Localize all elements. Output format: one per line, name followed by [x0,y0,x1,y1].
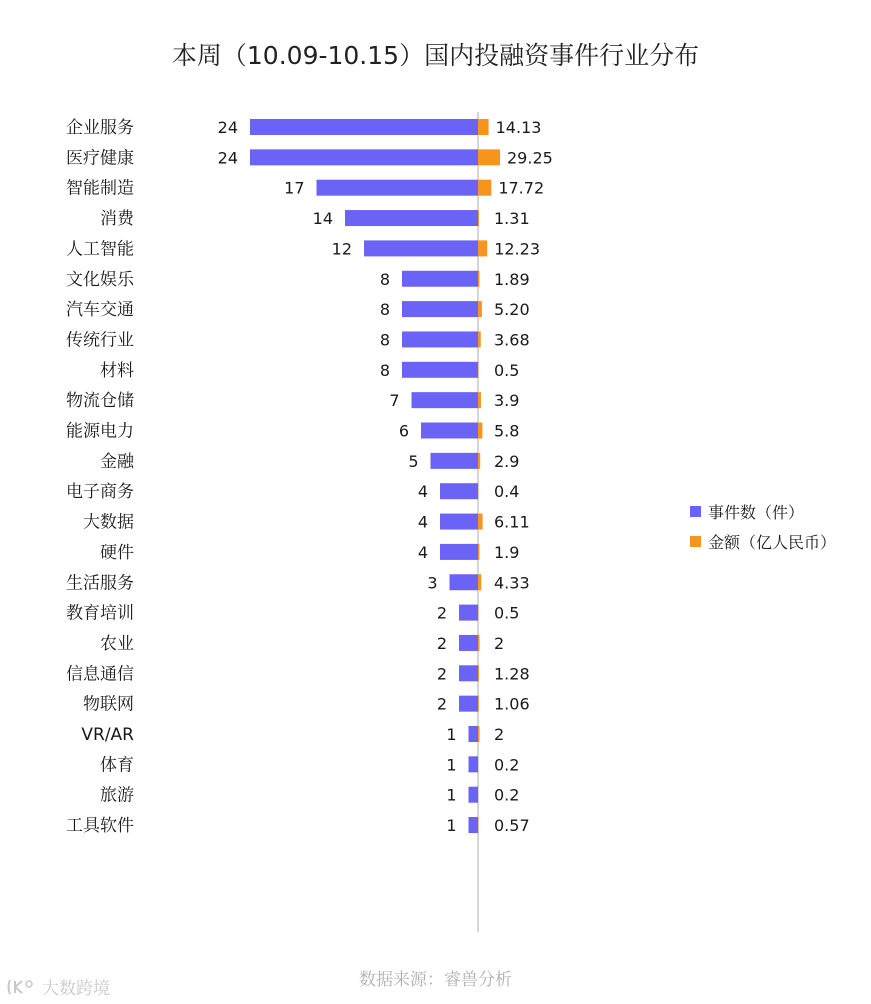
event-count-bar [412,392,479,408]
amount-bar [478,726,480,742]
amount-labels [494,118,553,835]
category-label: 金融 [100,451,134,472]
event-count-bar [250,149,478,165]
amount-bar [478,696,479,712]
amount-value: 0.2 [494,785,520,805]
event-count-value: 1 [446,816,457,836]
event-count-series [250,119,478,836]
event-count-value: 3 [427,573,438,593]
category-labels [66,118,135,836]
amount-value: 3.68 [494,330,530,350]
chart-title: 本周（10.09-10.15）国内投融资事件行业分布 [171,41,700,70]
amount-bar [478,544,479,560]
category-label: 智能制造 [66,178,134,199]
amount-value: 17.72 [498,178,545,198]
amount-value: 1.28 [494,664,530,684]
amount-value: 14.13 [495,118,542,137]
event-count-value: 4 [417,512,428,532]
watermark [6,974,110,999]
event-count-value: 17 [284,178,305,198]
event-count-value: 8 [379,330,390,350]
category-label: 大数据 [83,512,134,533]
amount-bar [478,665,479,681]
amount-value: 5.8 [494,421,520,441]
event-count-value: 24 [217,118,238,137]
category-label: 电子商务 [66,482,134,503]
amount-value: 3.9 [494,391,520,411]
category-label: 工具软件 [66,816,134,837]
event-count-value: 4 [417,542,428,562]
event-count-bar [469,756,479,772]
amount-value: 4.33 [494,573,530,593]
event-count-value: 8 [379,300,390,320]
category-label: 医疗健康 [66,148,134,169]
amount-bar [478,119,489,135]
category-label: VR/AR [81,725,134,745]
category-label: 消费 [100,209,134,230]
event-count-bar [402,271,478,287]
event-count-value: 14 [312,209,333,229]
amount-value: 0.5 [494,360,520,380]
event-count-bar [469,787,479,803]
event-count-bar [402,301,478,317]
amount-value: 12.23 [494,239,541,259]
amount-value: 2 [494,633,505,653]
legend-item-events [690,496,836,526]
category-label: 旅游 [100,785,134,806]
event-count-value: 2 [436,603,447,623]
event-count-value: 1 [446,785,457,805]
event-count-bar [431,453,479,469]
event-count-bar [402,362,478,378]
category-label: 能源电力 [66,421,134,442]
event-count-bar [317,180,479,196]
amount-bar [478,392,481,408]
amount-value: 1.9 [494,542,520,562]
category-label: 物流仓储 [66,391,134,412]
amount-value: 2.9 [494,451,520,471]
amount-value: 0.57 [494,816,530,836]
event-count-value: 7 [389,391,400,411]
amount-value: 0.5 [494,603,520,623]
event-count-bar [459,635,478,651]
event-count-value: 8 [379,360,390,380]
event-count-bar [402,331,478,347]
category-label: 农业 [100,633,134,654]
category-label: 物联网 [83,694,134,715]
event-count-bar [440,483,478,499]
event-count-value: 6 [398,421,409,441]
category-label: 企业服务 [66,118,134,138]
legend-swatch-events [690,506,701,517]
event-count-bar [364,240,478,256]
amount-bar [478,301,482,317]
legend-label-events: 事件数（件） [708,502,805,522]
legend-swatch-amount [690,536,701,547]
event-count-bar [459,605,478,621]
event-count-value: 8 [379,269,390,289]
amount-value: 1.06 [494,694,530,714]
amount-bar [478,453,480,469]
event-count-value: 4 [417,482,428,502]
dsk-logo-icon [6,976,36,998]
category-label: 教育培训 [66,603,134,624]
amount-bar [478,210,479,226]
watermark-text: 大数跨境 [42,979,110,999]
amount-bar [478,149,500,165]
category-label: 文化娱乐 [66,269,134,290]
event-count-bar [440,514,478,530]
event-count-bar [250,119,478,135]
category-label: 生活服务 [66,573,134,594]
event-count-bar [469,726,479,742]
amount-bar [478,271,479,287]
category-label: 汽车交通 [66,300,134,321]
event-count-value: 2 [436,664,447,684]
amount-value: 1.89 [494,269,530,289]
amount-value: 2 [494,725,505,744]
amount-value: 29.25 [507,148,553,168]
data-source-note: 数据来源：睿兽分析 [359,970,512,990]
amount-bar [478,180,491,196]
event-count-bar [440,544,478,560]
event-count-value: 1 [446,725,457,744]
legend-label-amount: 金额（亿人民币） [708,532,837,552]
amount-bar [478,240,487,256]
amount-value: 6.11 [494,512,530,532]
event-count-value: 2 [436,694,447,714]
amount-bar [478,423,482,439]
category-label: 人工智能 [66,239,134,260]
category-label: 硬件 [100,542,134,563]
category-label: 材料 [100,360,134,381]
amount-value: 0.2 [494,755,520,775]
amount-bar [478,574,481,590]
event-count-bar [345,210,478,226]
amount-bar [478,331,481,347]
event-count-bar [469,817,479,833]
event-count-bar [450,574,479,590]
event-count-bar [421,423,478,439]
amount-bar [478,514,483,530]
event-count-value: 24 [217,148,238,168]
category-label: 传统行业 [66,330,134,351]
category-label: 体育 [100,755,134,776]
event-count-value: 12 [331,239,352,259]
event-count-value: 2 [436,633,447,653]
amount-value: 5.20 [494,300,530,320]
event-count-bar [459,696,478,712]
legend [690,496,836,556]
amount-value: 1.31 [494,209,530,229]
amount-bar [478,635,480,651]
amount-value: 0.4 [494,482,520,502]
event-count-value: 5 [408,451,419,471]
event-count-value: 1 [446,755,457,775]
category-label: 信息通信 [66,664,134,685]
event-count-bar [459,665,478,681]
legend-item-amount [690,526,836,556]
